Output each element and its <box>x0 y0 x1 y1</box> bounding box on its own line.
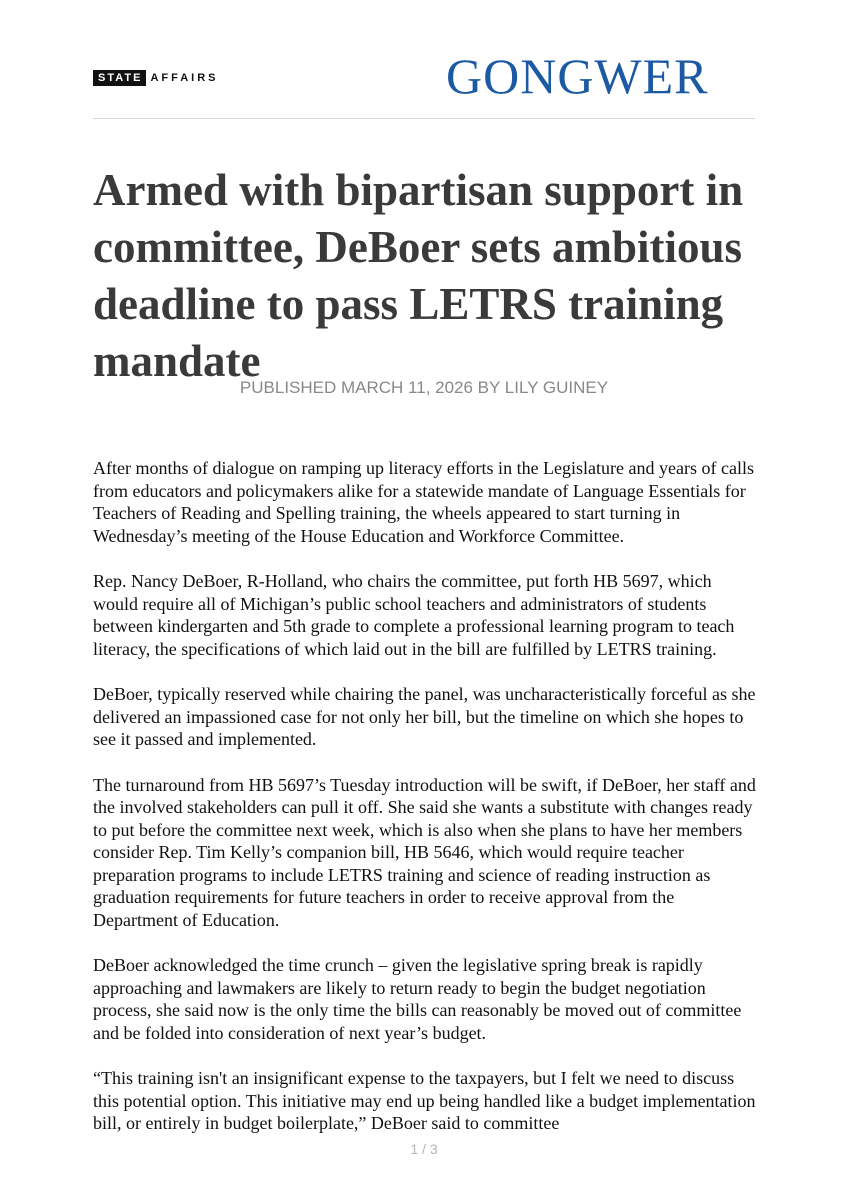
article-body <box>93 457 761 1158</box>
body-paragraph: After months of dialogue on ramping up literacy efforts in the Legislature and years of calls from educators and policymakers alike for a statewide mandate of Language Essentials for Teachers of Reading and Spelling training, the wheels appeared to start turning in Wednesday’s meeting of the House Education and Workforce Committee. <box>93 458 754 546</box>
affairs-label: AFFAIRS <box>150 72 219 84</box>
gongwer-logo: GONGWER <box>446 48 709 104</box>
body-paragraph: DeBoer acknowledged the time crunch – given the legislative spring break is rapidly approaching and lawmakers are likely to return ready to begin the budget negotiation process, she said now is the only time the bills can reasonably be moved out of committee and be folded into consideration of next year’s budget. <box>93 955 742 1043</box>
page-number: 1 / 3 <box>410 1141 438 1157</box>
state-affairs-logo <box>93 70 219 86</box>
body-paragraph: Rep. Nancy DeBoer, R-Holland, who chairs the committee, put forth HB 5697, which would require all of Michigan’s public school teachers and administrators of students between kindergarten and 5th grade to complete a professional learning program to teach literacy, the specifications of which laid out in the bill are fulfilled by LETRS training. <box>93 571 735 659</box>
body-paragraph: DeBoer, typically reserved while chairing the panel, was uncharacteristically forceful as she delivered an impassioned case for not only her bill, but the timeline on which she hopes to see it passed and implemented. <box>93 684 756 749</box>
body-paragraph: The turnaround from HB 5697’s Tuesday introduction will be swift, if DeBoer, her staff and the involved stakeholders can pull it off. She said she wants a substitute with changes ready to put before the committee next week, which is also when she plans to have her members consider Rep. Tim Kelly’s companion bill, HB 5646, which would require teacher preparation programs to include LETRS training and science of reading instruction as graduation requirements for future teachers in order to receive approval from the Department of Education. <box>93 774 756 930</box>
header-divider <box>93 118 755 119</box>
article-headline: Armed with bipartisan support in committee, DeBoer sets ambitious deadline to pass LETRS training mandate <box>93 165 744 386</box>
state-label: STATE <box>93 70 146 86</box>
body-paragraph: “This training isn't an insignificant expense to the taxpayers, but I felt we need to discuss this potential option. This initiative may end up being handled like a budget implementation bill, or entirely in budget boilerplate,” DeBoer said to committee <box>93 1068 756 1133</box>
article-byline: PUBLISHED MARCH 11, 2026 BY LILY GUINEY <box>239 378 609 397</box>
